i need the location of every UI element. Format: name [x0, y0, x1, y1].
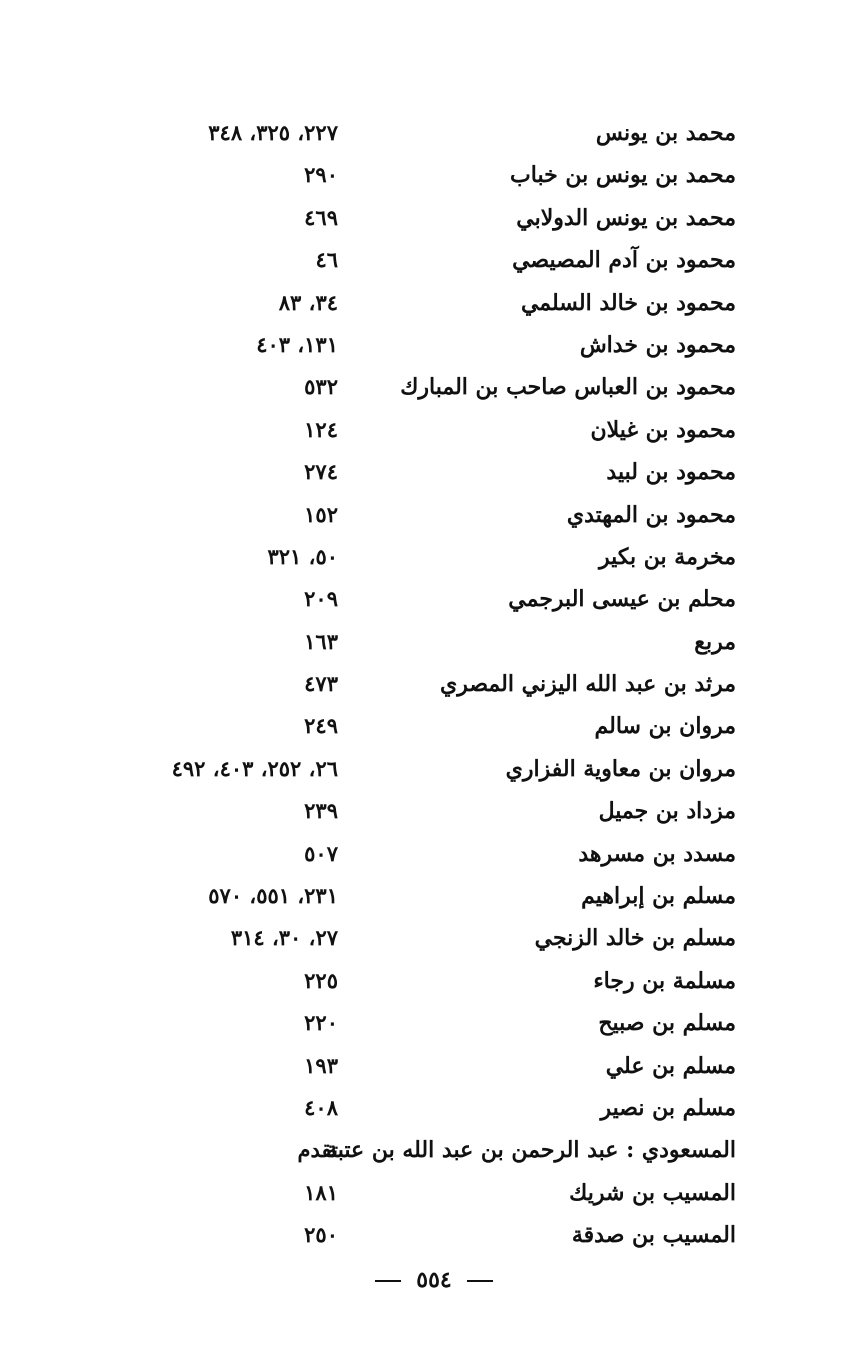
entry-name: المسيب بن صدقة [571, 1222, 736, 1249]
index-entry [0, 282, 868, 324]
entry-name: محمد بن يونس بن خباب [510, 162, 736, 189]
entry-pages: ٣٤، ٨٣ [278, 289, 338, 315]
entry-name: مخرمة بن بكير [599, 543, 736, 570]
entry-pages: ٢٢٧، ٣٢٥، ٣٤٨ [208, 120, 338, 145]
entry-pages: ٤٧٣ [304, 671, 338, 697]
entry-pages: ٤٠٨ [304, 1094, 338, 1120]
entry-name: محمود بن خداش [579, 331, 736, 358]
index-entry [0, 1045, 868, 1087]
entry-pages: ٢٩٠ [304, 162, 338, 188]
entry-pages: ٢٤٩ [304, 713, 338, 739]
index-entry [0, 960, 868, 1002]
index-entry [0, 578, 868, 620]
index-entry [0, 197, 868, 239]
entry-pages: تقدم [297, 1137, 338, 1163]
entry-pages: ٢٢٠ [304, 1010, 338, 1036]
entry-name: المسيب بن شريك [569, 1179, 736, 1206]
entry-name: محلم بن عيسى البرجمي [508, 586, 736, 613]
entry-pages: ٢٣٩ [304, 798, 338, 824]
entry-name: مرثد بن عبد الله اليزني المصري [440, 671, 736, 698]
entry-name: مزداد بن جميل [598, 798, 736, 825]
entry-pages: ١٥٢ [304, 501, 338, 527]
entry-name: محمود بن المهتدي [566, 501, 736, 528]
entry-pages: ٢٠٩ [304, 586, 338, 612]
index-entry [0, 1002, 868, 1044]
index-entry [0, 621, 868, 663]
index-entry [0, 451, 868, 493]
entry-pages: ٢٣١، ٥٥١، ٥٧٠ [208, 883, 338, 909]
index-entry [0, 366, 868, 408]
index-entry [0, 239, 868, 281]
page-footer [0, 1262, 868, 1298]
entry-pages: ٤٦٩ [304, 204, 338, 230]
index-entry [0, 494, 868, 536]
entry-name: مسلم بن صبيح [598, 1010, 736, 1037]
index-entry [0, 875, 868, 917]
index-entry [0, 409, 868, 451]
page-number: ٥٥٤ [416, 1267, 452, 1293]
index-entry [0, 663, 868, 705]
entry-name: محمود بن العباس صاحب بن المبارك [400, 374, 736, 401]
index-entry [0, 917, 868, 959]
entry-pages: ١٣١، ٤٠٣ [256, 331, 338, 357]
entry-pages: ١٩٣ [304, 1052, 338, 1078]
entry-pages: ٥٣٢ [304, 374, 338, 400]
entry-pages: ٢٦، ٢٥٢، ٤٠٣، ٤٩٢ [171, 755, 338, 781]
entry-name: مسلم بن إبراهيم [581, 883, 736, 910]
entry-name: مسلم بن خالد الزنجي [534, 925, 736, 952]
entry-name: محمد بن يونس [595, 120, 736, 146]
entry-pages: ٢٧٤ [304, 459, 338, 485]
index-entry [0, 112, 868, 154]
entry-name: محمود بن خالد السلمي [520, 289, 736, 316]
index-entry [0, 536, 868, 578]
index-entry [0, 748, 868, 790]
index-entry [0, 1172, 868, 1214]
entry-pages: ١٦٣ [304, 628, 338, 654]
entry-pages: ٥٠٧ [304, 840, 338, 866]
entry-name: مسدد بن مسرهد [578, 840, 736, 867]
index-entry [0, 324, 868, 366]
index-entry [0, 833, 868, 875]
index-entry [0, 1214, 868, 1256]
index-entry [0, 154, 868, 196]
entry-name: مسلمة بن رجاء [593, 967, 736, 994]
entry-pages: ٢٢٥ [304, 967, 338, 993]
entry-name: مسلم بن علي [605, 1052, 736, 1079]
entry-name: محمود بن غيلان [590, 416, 736, 443]
entry-name: محمود بن لبيد [606, 459, 736, 486]
entry-name: مروان بن معاوية الفزاري [505, 755, 736, 782]
index-entry [0, 705, 868, 747]
entry-pages: ٢٧، ٣٠، ٣١٤ [230, 925, 338, 951]
entry-name: المسعودي : عبد الرحمن بن عبد الله بن عتبة [325, 1137, 736, 1164]
index-entry [0, 790, 868, 832]
index-entry [0, 1129, 868, 1171]
name-index-list [0, 112, 868, 1257]
footer-dash-right [467, 1280, 493, 1282]
entry-name: محمد بن يونس الدولابي [516, 204, 736, 231]
entry-pages: ١٢٤ [304, 416, 338, 442]
entry-pages: ٥٠، ٣٢١ [267, 543, 338, 569]
entry-pages: ٢٥٠ [304, 1222, 338, 1248]
entry-name: مروان بن سالم [594, 713, 736, 740]
footer-dash-left [375, 1280, 401, 1282]
entry-name: مسلم بن نصير [600, 1094, 736, 1121]
index-entry [0, 1087, 868, 1129]
entry-name: مربع [694, 628, 736, 655]
entry-pages: ١٨١ [304, 1179, 338, 1205]
entry-name: محمود بن آدم المصيصي [512, 247, 736, 274]
entry-pages: ٤٦ [315, 247, 338, 273]
